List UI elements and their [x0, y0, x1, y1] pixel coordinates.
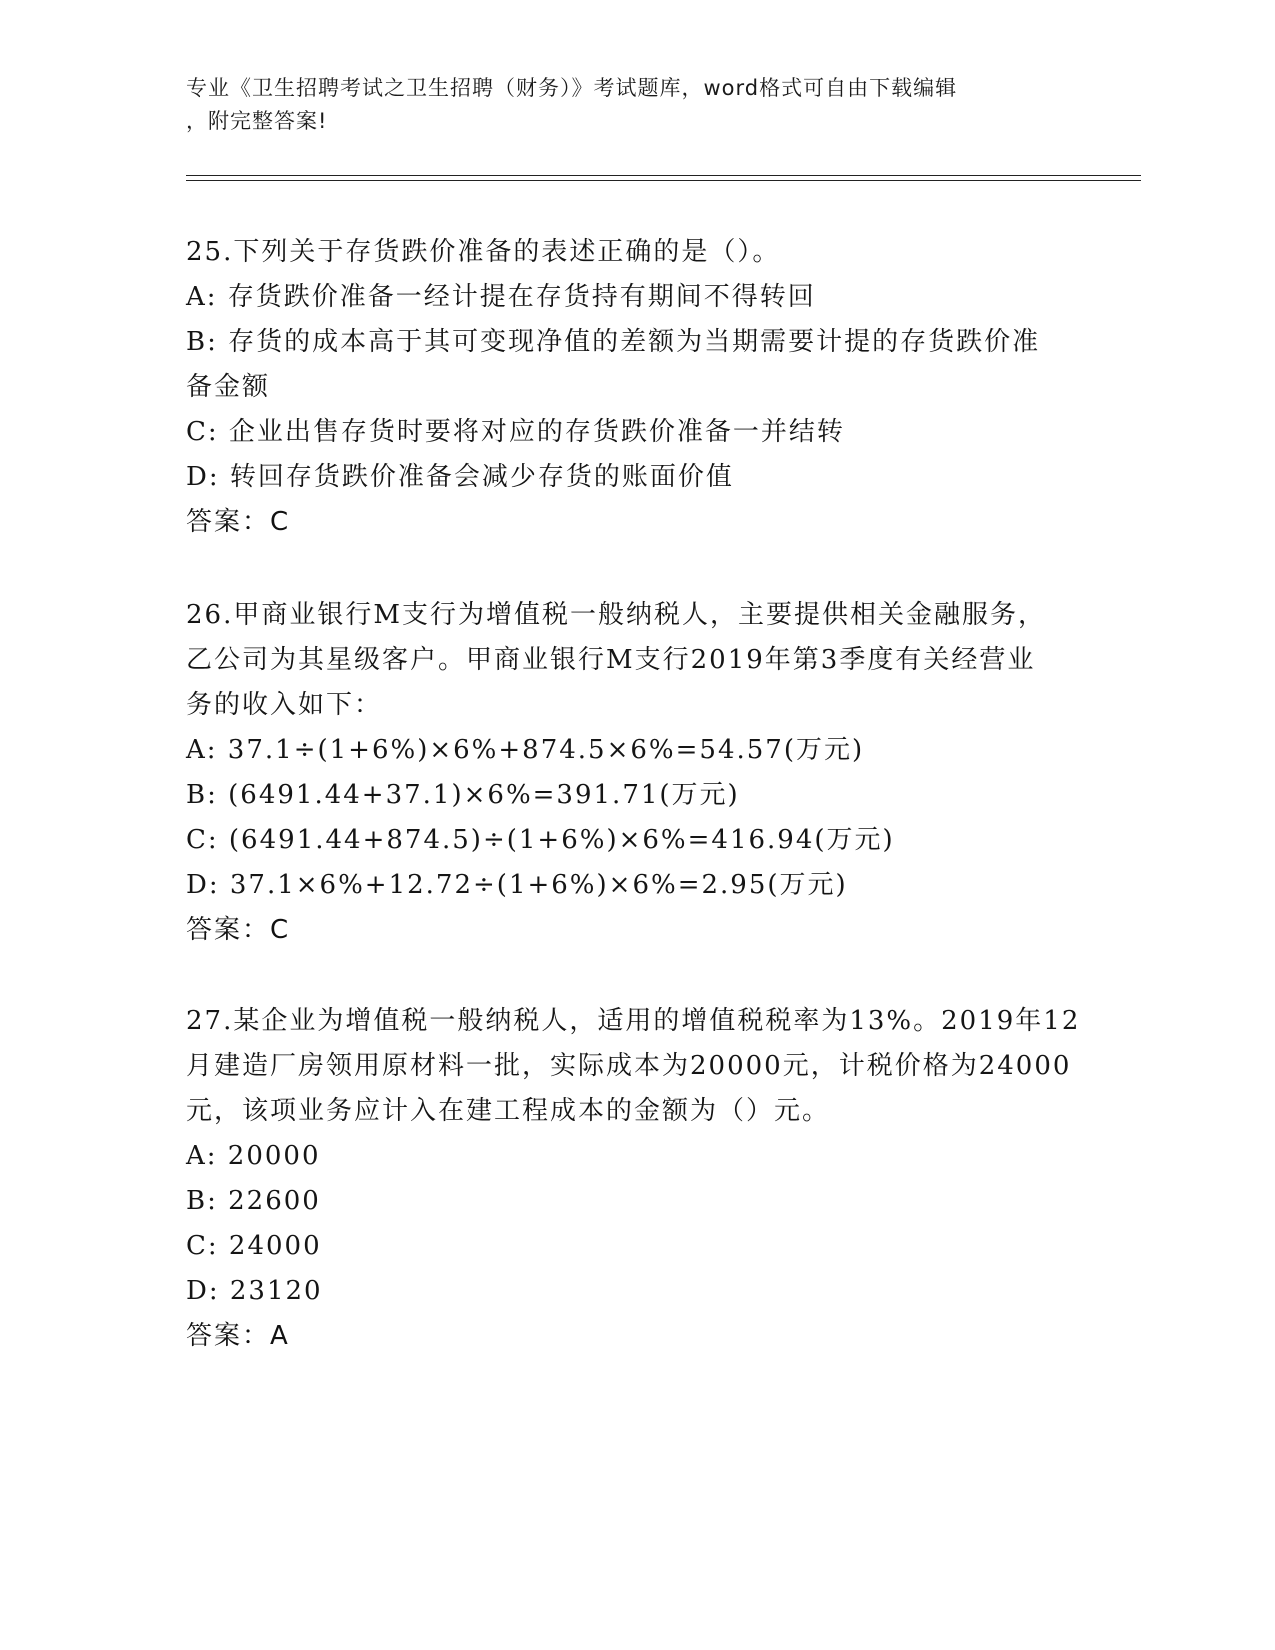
question-stem: 元，该项业务应计入在建工程成本的金额为（）元。 [186, 1096, 831, 1126]
header-divider [186, 180, 1141, 181]
option-b: B: 存货的成本高于其可变现净值的差额为当期需要计提的存货跌价准 [186, 327, 1041, 357]
question-26 [186, 593, 1086, 953]
option-a: A: 存货跌价准备一经计提在存货持有期间不得转回 [186, 282, 816, 312]
answer: 答案：A [186, 1321, 290, 1351]
question-stem: 务的收入如下： [186, 690, 383, 720]
question-stem: 乙公司为其星级客户。甲商业银行M支行2019年第3季度有关经营业 [186, 645, 1036, 675]
option-c: C: 24000 [186, 1231, 322, 1261]
question-stem: 27.某企业为增值税一般纳税人，适用的增值税税率为13%。2019年12 [186, 1006, 1081, 1036]
option-c: C: 企业出售存货时要将对应的存货跌价准备一并结转 [186, 417, 845, 447]
option-d: D: 23120 [186, 1276, 323, 1306]
option-d: D: 37.1×6%+12.72÷(1+6%)×6%=2.95(万元) [186, 870, 848, 900]
question-27 [186, 999, 1086, 1359]
option-a: A: 37.1÷(1+6%)×6%+874.5×6%=54.57(万元) [186, 735, 865, 765]
document-header [186, 72, 1066, 138]
option-b: B: 22600 [186, 1186, 321, 1216]
question-stem: 月建造厂房领用原材料一批，实际成本为20000元，计税价格为24000 [186, 1051, 1072, 1081]
option-c: C: (6491.44+874.5)÷(1+6%)×6%=416.94(万元) [186, 825, 895, 855]
header-line: 专业《卫生招聘考试之卫生招聘（财务）》考试题库，word格式可自由下载编辑 [186, 76, 958, 100]
question-stem: 25.下列关于存货跌价准备的表述正确的是（）。 [186, 237, 781, 267]
header-line: ，附完整答案! [186, 109, 328, 133]
question-25 [186, 230, 1086, 545]
option-d: D: 转回存货跌价准备会减少存货的账面价值 [186, 462, 734, 492]
question-stem: 26.甲商业银行M支行为增值税一般纳税人，主要提供相关金融服务， [186, 600, 1046, 630]
answer: 答案：C [186, 915, 291, 945]
answer: 答案：C [186, 507, 291, 537]
option-a: A: 20000 [186, 1141, 321, 1171]
header-divider [186, 175, 1141, 176]
option-b: B: (6491.44+37.1)×6%=391.71(万元) [186, 780, 740, 810]
option-b-continued: 备金额 [186, 372, 271, 402]
